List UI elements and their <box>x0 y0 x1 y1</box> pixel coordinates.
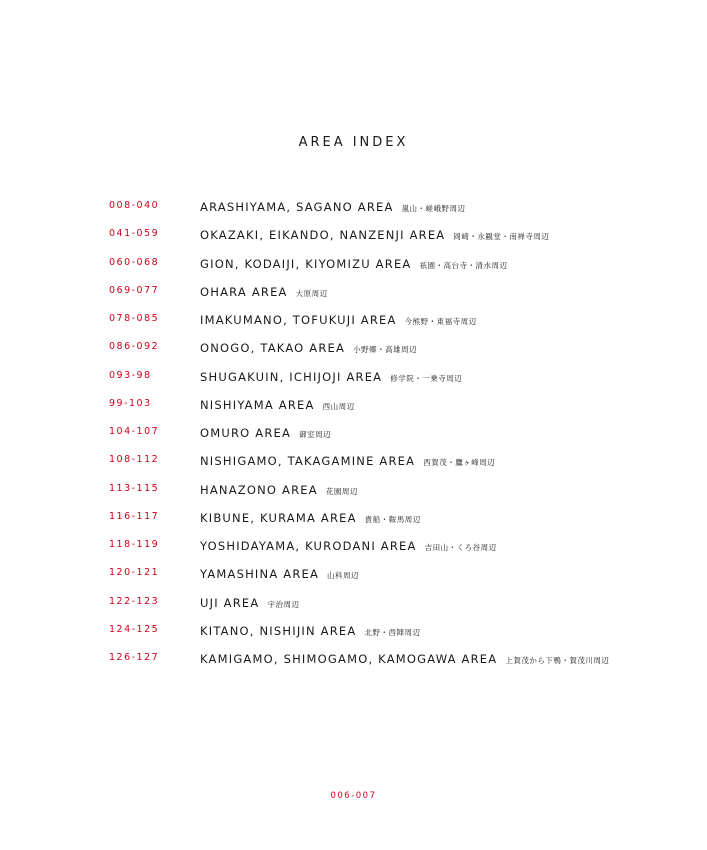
area-name-japanese: 小野郷・高雄周辺 <box>353 345 418 355</box>
page-range: 086-092 <box>109 341 160 353</box>
area-name: YAMASHINA AREA <box>200 567 320 582</box>
area-name: UJI AREA <box>200 595 260 610</box>
area-entry <box>200 394 355 417</box>
area-name: GION, KODAIJI, KIYOMIZU AREA <box>200 256 412 271</box>
area-name: KAMIGAMO, SHIMOGAMO, KAMOGAWA AREA <box>200 652 498 666</box>
page-range: 104-107 <box>109 426 160 437</box>
index-row <box>0 450 707 478</box>
area-entry <box>200 479 358 502</box>
area-name-japanese: 花園周辺 <box>325 486 358 496</box>
area-entry <box>200 648 609 671</box>
index-row <box>0 422 707 450</box>
area-name: HANAZONO AREA <box>200 482 318 497</box>
area-entry <box>200 366 462 389</box>
index-row <box>0 394 707 422</box>
page-range: 118-119 <box>109 539 160 550</box>
area-name-japanese: 大原周辺 <box>295 288 328 298</box>
area-name-japanese: 北野・西陣周辺 <box>364 627 421 637</box>
index-row <box>0 535 707 563</box>
area-name-japanese: 今熊野・東福寺周辺 <box>404 317 477 326</box>
index-row <box>0 507 707 535</box>
area-name: OHARA AREA <box>200 284 288 299</box>
index-row <box>0 592 707 620</box>
index-row <box>0 337 707 365</box>
area-name: NISHIYAMA AREA <box>200 397 315 412</box>
index-row <box>0 196 707 224</box>
index-row <box>0 563 707 591</box>
page-range: 060-068 <box>109 256 160 268</box>
area-name-japanese: 岡崎・永観堂・南禅寺周辺 <box>453 232 550 242</box>
area-name-japanese: 御室周辺 <box>299 430 332 439</box>
page-title: AREA INDEX <box>298 135 409 150</box>
area-name-japanese: 上賀茂から下鴨・賀茂川周辺 <box>505 656 610 665</box>
area-entry <box>200 309 477 332</box>
area-entry <box>200 422 331 445</box>
page-range: 122-123 <box>109 595 160 607</box>
index-row <box>0 309 707 337</box>
area-name: KIBUNE, KURAMA AREA <box>200 510 357 525</box>
page-range: 078-085 <box>109 313 160 324</box>
area-name-japanese: 吉田山・くろ谷周辺 <box>424 543 497 552</box>
area-name: ONOGO, TAKAO AREA <box>200 341 346 356</box>
area-entry <box>200 507 421 530</box>
area-name: KITANO, NISHIJIN AREA <box>200 623 357 638</box>
area-name: NISHIGAMO, TAKAGAMINE AREA <box>200 454 416 469</box>
area-entry <box>200 196 466 219</box>
index-row <box>0 366 707 394</box>
page-range: 041-059 <box>109 228 160 240</box>
area-entry <box>200 337 417 360</box>
page-range: 113-115 <box>109 482 160 494</box>
area-entry <box>200 592 299 615</box>
index-row <box>0 479 707 507</box>
area-name-japanese: 宇治周辺 <box>267 599 300 609</box>
page-range: 008-040 <box>109 200 160 211</box>
page-range: 093-98 <box>109 369 152 381</box>
index-row <box>0 224 707 252</box>
page-range: 108-112 <box>109 454 160 466</box>
page-range: 120-121 <box>109 567 160 579</box>
area-entry <box>200 253 507 276</box>
area-name: OKAZAKI, EIKANDO, NANZENJI AREA <box>200 228 446 243</box>
area-entry <box>200 450 495 473</box>
area-name-japanese: 貴船・鞍馬周辺 <box>364 514 421 524</box>
area-name-japanese: 祇園・高台寺・清水周辺 <box>419 260 508 270</box>
area-name-japanese: 西山周辺 <box>322 401 355 411</box>
area-index-list <box>0 196 707 676</box>
page-range: 126-127 <box>109 652 160 663</box>
area-name-japanese: 嵐山・嵯峨野周辺 <box>401 204 466 213</box>
area-name: OMURO AREA <box>200 426 292 440</box>
area-entry <box>200 620 420 643</box>
area-entry <box>200 535 497 558</box>
area-name: ARASHIYAMA, SAGANO AREA <box>200 200 394 214</box>
page-range: 069-077 <box>109 284 160 296</box>
area-entry <box>200 563 359 586</box>
page-range: 99-103 <box>109 397 152 409</box>
page-range: 116-117 <box>109 510 160 522</box>
area-name-japanese: 山科周辺 <box>327 571 360 581</box>
area-name-japanese: 西賀茂・鷹ヶ峰周辺 <box>423 458 496 468</box>
area-name: IMAKUMANO, TOFUKUJI AREA <box>200 313 397 327</box>
index-row <box>0 253 707 281</box>
area-name: YOSHIDAYAMA, KURODANI AREA <box>200 539 417 553</box>
page-number: 006-007 <box>330 791 377 801</box>
area-entry <box>200 281 328 304</box>
page-range: 124-125 <box>109 623 160 635</box>
area-name: SHUGAKUIN, ICHIJOJI AREA <box>200 369 383 384</box>
index-row <box>0 648 707 676</box>
index-row <box>0 620 707 648</box>
area-entry <box>200 224 549 247</box>
index-row <box>0 281 707 309</box>
area-name-japanese: 修学院・一乗寺周辺 <box>390 373 463 383</box>
